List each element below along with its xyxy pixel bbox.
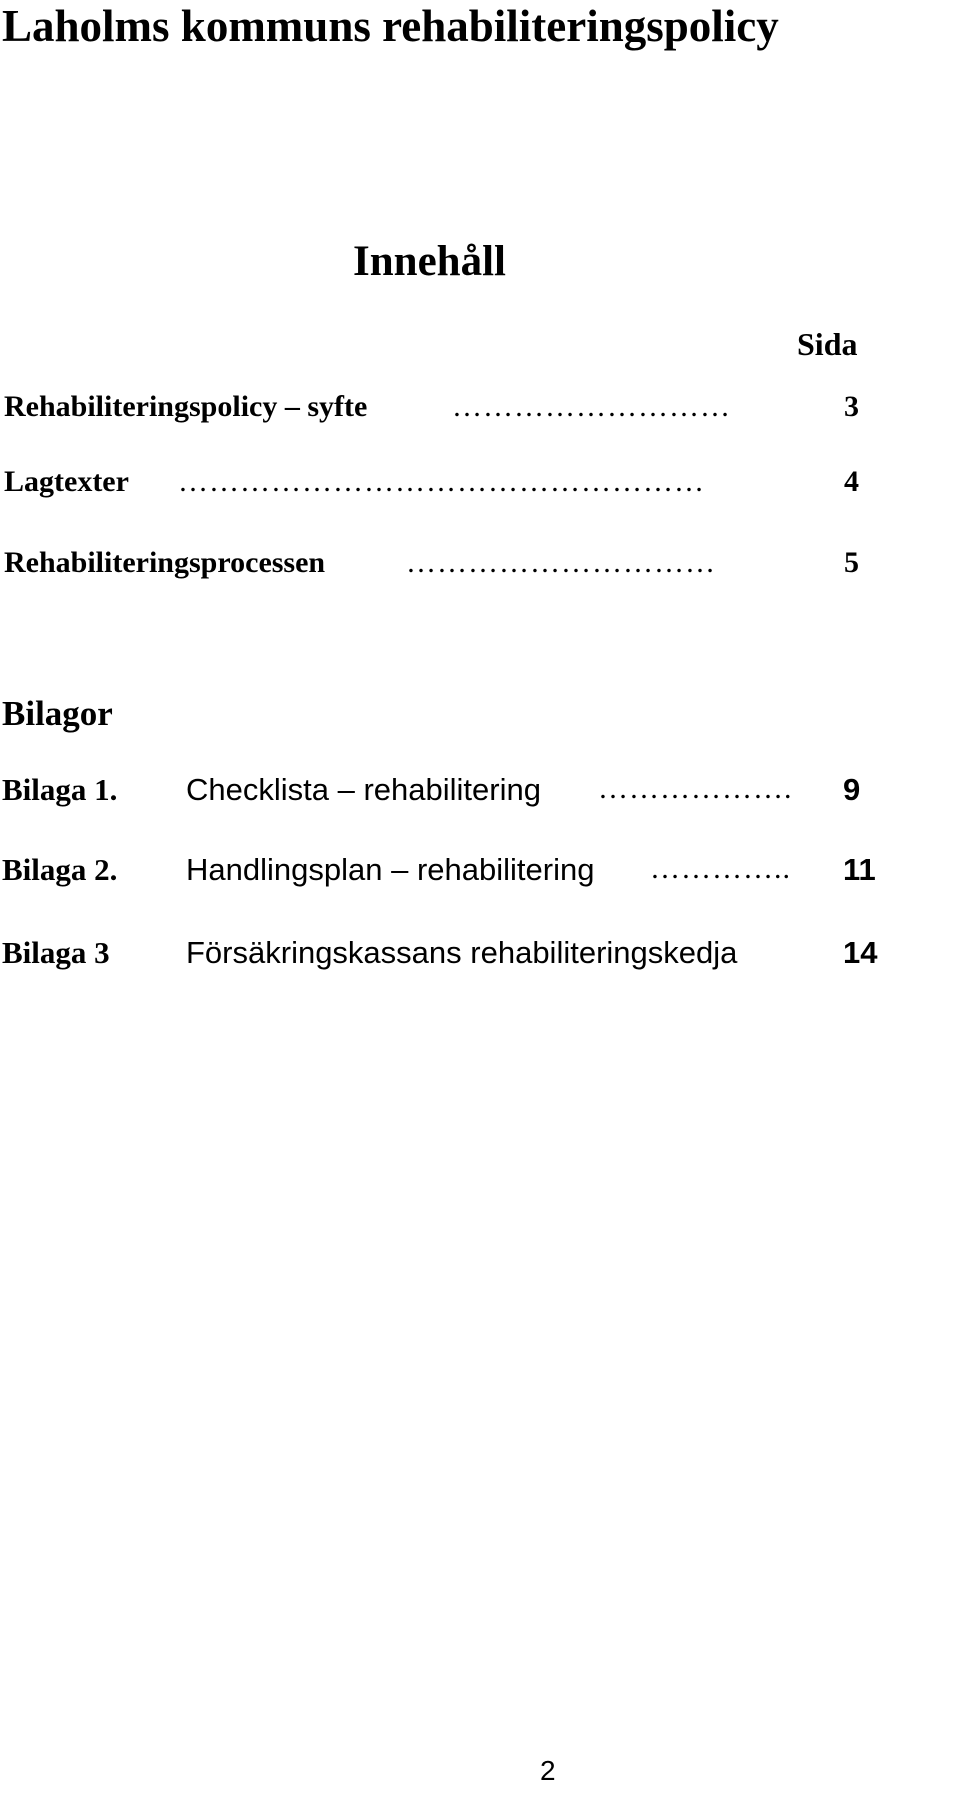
page-number: 2	[540, 1755, 556, 1786]
toc-entry-leader: ………………………	[452, 390, 731, 423]
appendix-title: Försäkringskassans rehabiliteringskedja	[186, 935, 738, 970]
toc-entry-page: 4	[844, 465, 859, 498]
toc-entry-page: 5	[844, 546, 859, 579]
toc-entry-title: Rehabiliteringsprocessen	[4, 546, 326, 579]
appendix-page: 9	[843, 772, 861, 807]
appendix-page: 11	[843, 852, 876, 887]
appendix-page: 14	[843, 935, 878, 970]
toc-heading: Innehåll	[353, 238, 506, 285]
appendix-title: Checklista – rehabilitering	[186, 772, 541, 807]
document-title: Laholms kommuns rehabiliteringspolicy	[2, 1, 779, 51]
toc-entry-title: Rehabiliteringspolicy – syfte	[4, 390, 368, 423]
appendix-leader: ……………….	[598, 772, 793, 805]
toc-entry-title: Lagtexter	[4, 465, 129, 498]
appendix-title: Handlingsplan – rehabilitering	[186, 852, 595, 887]
toc-entry-leader: ……………………………………………	[178, 465, 705, 498]
toc-entry-page: 3	[844, 390, 859, 423]
toc-entry-leader: …………………………	[406, 546, 716, 579]
appendix-heading: Bilagor	[2, 694, 113, 733]
appendix-leader: …………..	[650, 852, 791, 885]
appendix-label: Bilaga 1.	[2, 772, 118, 807]
appendix-label: Bilaga 2.	[2, 852, 118, 887]
appendix-label: Bilaga 3	[2, 935, 110, 970]
page-column-label: Sida	[797, 326, 858, 362]
